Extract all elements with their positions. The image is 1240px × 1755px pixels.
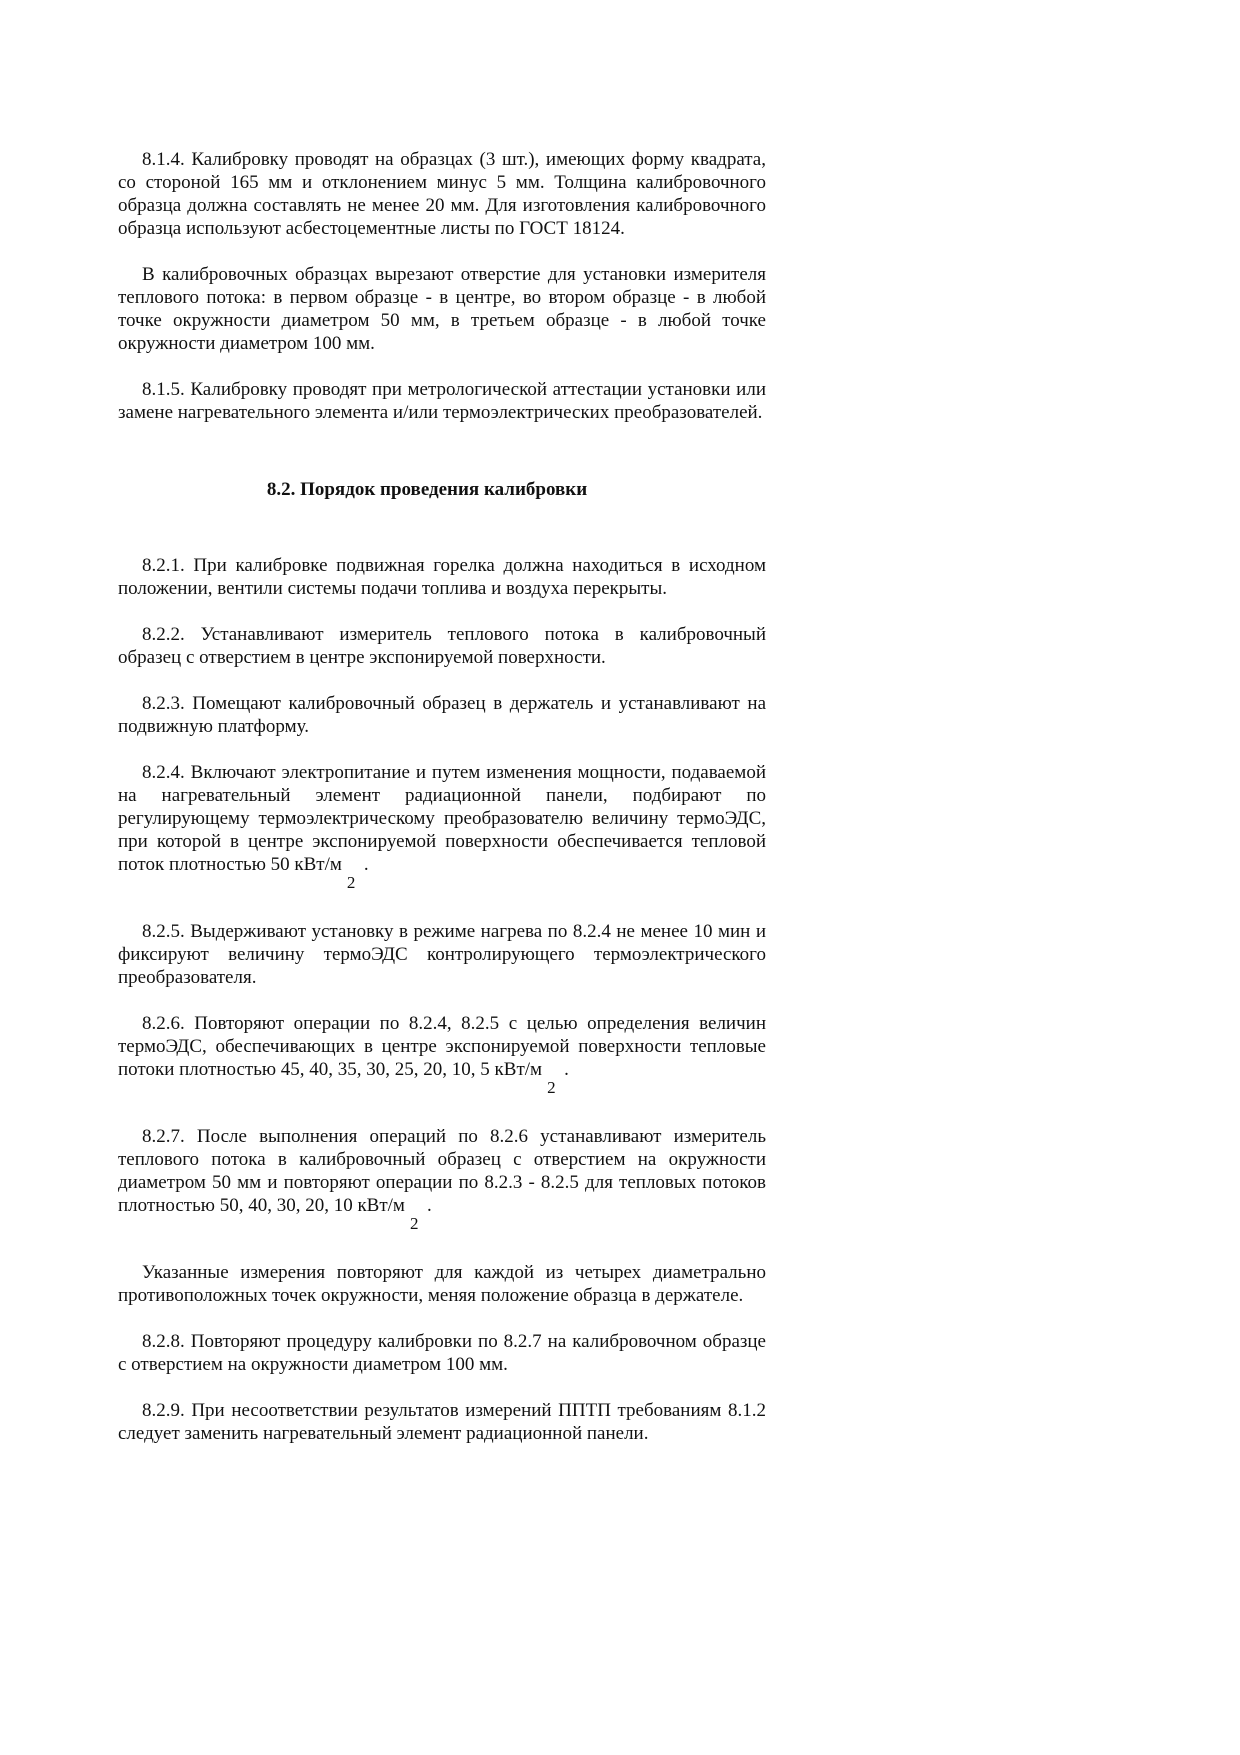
- paragraph-8-2-1: 8.2.1. При калибровке подвижная горелка должна находиться в исходном положении, вентили системы подачи топлива и воздуха перекрыты.: [118, 555, 766, 599]
- paragraph-8-2-4-end: .: [363, 854, 369, 875]
- paragraph-8-2-4: [118, 761, 766, 892]
- paragraph-8-2-2: 8.2.2. Устанавливают измеритель теплового потока в калибровочный образец с отверстием в центре экспонируемой поверхности.: [118, 624, 766, 668]
- section-heading-8-2: 8.2. Порядок проведения калибровки: [266, 479, 588, 500]
- paragraph-repeat-measurements: Указанные измерения повторяют для каждой из четырех диаметрально противоположных точек окружности, меняя положение образца в держателе.: [118, 1262, 766, 1306]
- paragraph-8-2-9: 8.2.9. При несоответствии результатов измерений ППТП требованиям 8.1.2 следует заменить нагревательный элемент радиационной панели.: [118, 1400, 766, 1444]
- unit-exponent: [405, 1194, 427, 1233]
- paragraph-8-1-4: 8.1.4. Калибровку проводят на образцах (3 шт.), имеющих форму квадрата, со стороной 165 мм и отклонением минус 5 мм. Толщина калибровочного образца должна составлять не менее 20 мм. Для изготовления калибровочного образца используют асбестоцементные листы по ГОСТ 18124.: [118, 149, 766, 239]
- paragraph-8-2-7-end: .: [426, 1195, 432, 1216]
- paragraph-sample-holes: В калибровочных образцах вырезают отверстие для установки измерителя теплового потока: в первом образце - в центре, во втором образце - в любой точке окружности диаметром 50 мм, в третьем образце - в любой точке окружности диаметром 100 мм.: [118, 264, 766, 354]
- unit-exponent-value: 2: [346, 873, 356, 892]
- unit-exponent: [342, 853, 364, 892]
- paragraph-8-1-5: 8.1.5. Калибровку проводят при метрологической аттестации установки или замене нагревательного элемента и/или термоэлектрических преобразователей.: [118, 379, 766, 423]
- unit-exponent-value: 2: [409, 1214, 419, 1233]
- unit-exponent-value: 2: [547, 1078, 556, 1097]
- paragraph-8-2-6-text: 8.2.6. Повторяют операции по 8.2.4, 8.2.5 с целью определения величин термоЭДС, обеспечивающих в центре экспонируемой поверхности тепловые потоки плотностью 45, 40, 35, 30, 25, 20, 10, 5 кВт/м: [118, 1013, 766, 1080]
- text-column: [118, 148, 766, 1468]
- unit-exponent: [542, 1058, 564, 1097]
- paragraph-8-2-8: 8.2.8. Повторяют процедуру калибровки по 8.2.7 на калибровочном образце с отверстием на окружности диаметром 100 мм.: [118, 1331, 766, 1375]
- paragraph-8-2-6: [118, 1012, 766, 1097]
- paragraph-8-2-4-text: 8.2.4. Включают электропитание и путем изменения мощности, подаваемой на нагревательный элемент радиационной панели, подбирают по регулирующему термоэлектрическому преобразователю величину термоЭДС, при которой в центре экспонируемой поверхности обеспечивается тепловой поток плотностью 50 кВт/м: [118, 762, 766, 875]
- paragraph-8-2-5: 8.2.5. Выдерживают установку в режиме нагрева по 8.2.4 не менее 10 мин и фиксируют величину термоЭДС контролирующего термоэлектрического преобразователя.: [118, 921, 766, 988]
- paragraph-8-2-3: 8.2.3. Помещают калибровочный образец в держатель и устанавливают на подвижную платформу.: [118, 693, 766, 737]
- paragraph-8-2-7-text: 8.2.7. После выполнения операций по 8.2.6 устанавливают измеритель теплового потока в калибровочный образец с отверстием на окружности диаметром 50 мм и повторяют операции по 8.2.3 - 8.2.5 для тепловых потоков плотностью 50, 40, 30, 20, 10 кВт/м: [118, 1126, 766, 1216]
- paragraph-8-2-6-end: .: [564, 1059, 569, 1080]
- paragraph-8-2-7: [118, 1125, 766, 1233]
